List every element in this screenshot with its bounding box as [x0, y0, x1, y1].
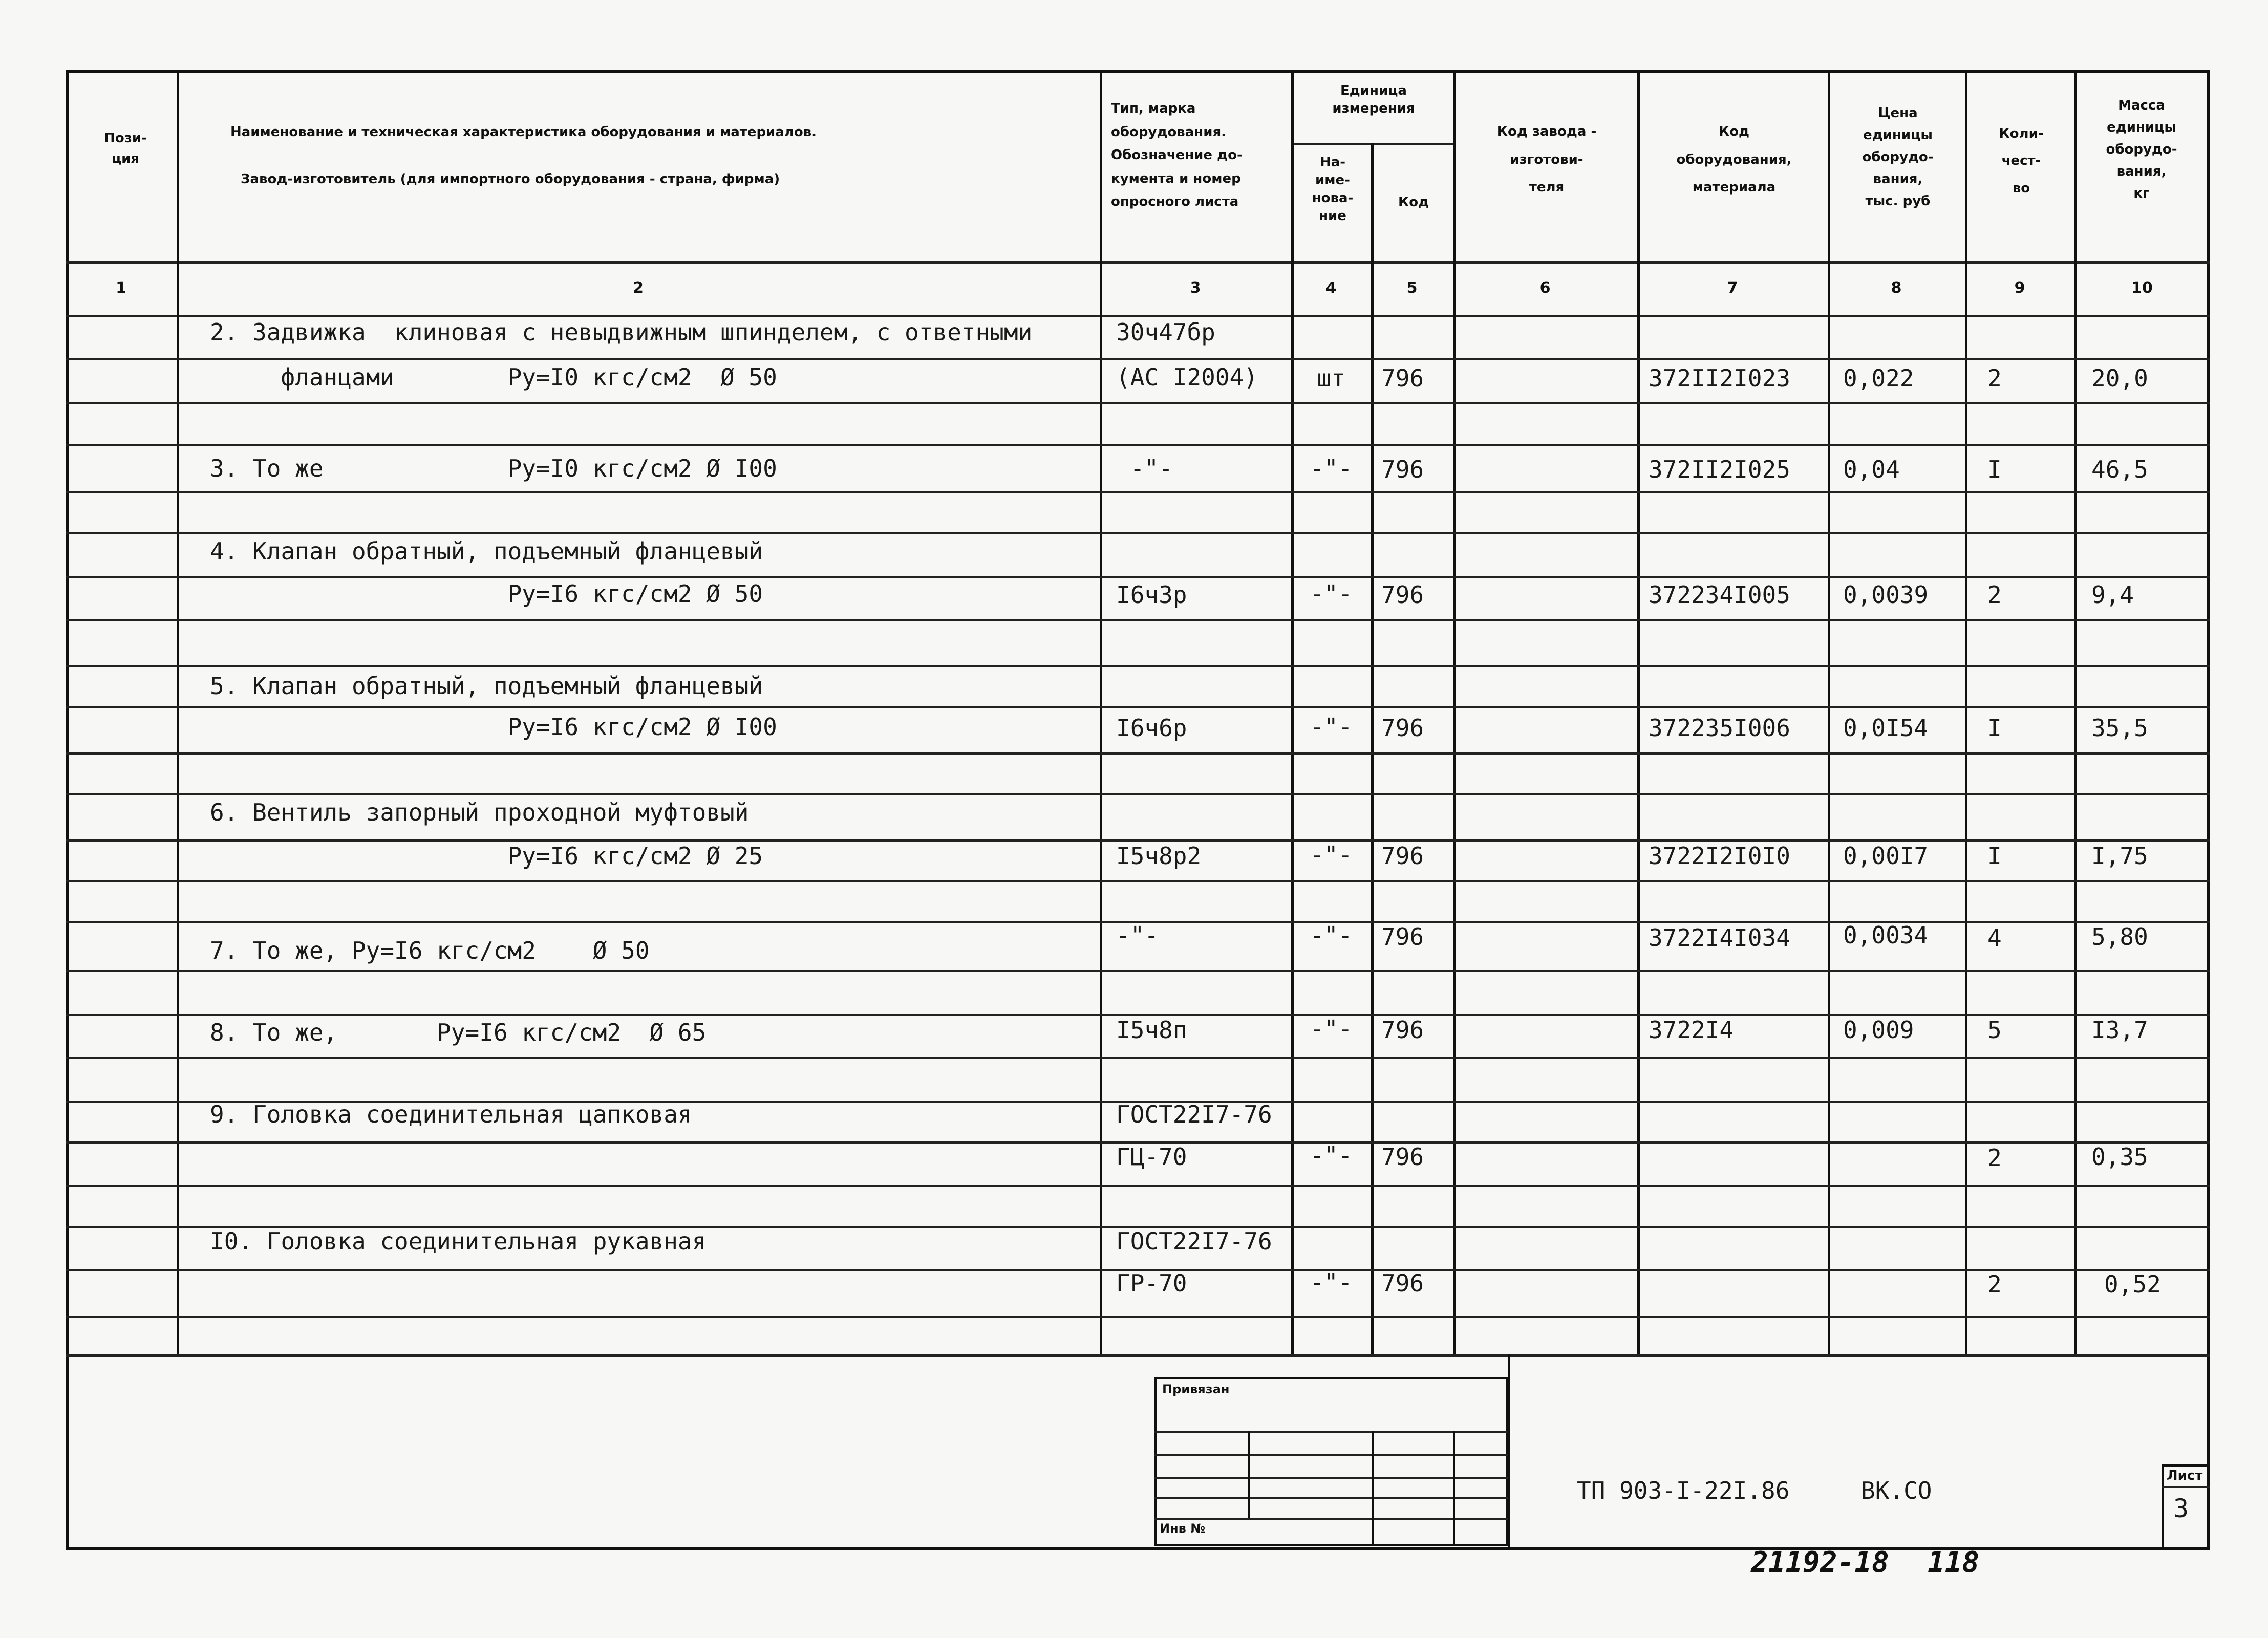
item-price: 0,00I7: [1843, 842, 1929, 870]
item-name: 2. Задвижка клиновая с невыдвижным шпинделем, с ответными: [210, 318, 1033, 346]
item-price: 0,009: [1843, 1016, 1914, 1044]
sheet-box-line: [2162, 1486, 2210, 1488]
item-unit: -"-: [1310, 580, 1353, 608]
stamp-vline: [1248, 1431, 1250, 1518]
header-position: Пози- ция: [104, 131, 147, 167]
document-code: ТП 903-I-22I.86: [1577, 1477, 1790, 1504]
item-name: 9. Головка соединительная цапковая: [210, 1101, 692, 1128]
stamp-inv-number: Инв №: [1160, 1521, 1206, 1536]
item-qty: 2: [1987, 1270, 2002, 1298]
archive-number: 21192-18: [1751, 1546, 1889, 1579]
item-unit: -"-: [1310, 1015, 1353, 1043]
row-line: [66, 1057, 2210, 1059]
item-qty: 2: [1987, 1144, 2002, 1172]
header-name-line1: Наименование и техническая характеристика оборудования и материалов.: [230, 124, 817, 140]
item-type: ГЦ-70: [1116, 1143, 1187, 1171]
item-unit-code: 796: [1381, 714, 1424, 742]
item-price: 0,0039: [1843, 581, 1929, 609]
item-price: 0,022: [1843, 364, 1914, 392]
colnum-4: 4: [1325, 279, 1337, 297]
col-divider-9: [2074, 70, 2077, 1354]
row-line: [66, 839, 2210, 842]
item-name: I0. Головка соединительная рукавная: [210, 1227, 707, 1255]
sheet-label: Лист: [2167, 1468, 2203, 1483]
archive-page: 118: [1928, 1546, 1980, 1579]
item-name: 8. То же, Ру=I6 кгс/см2 Ø 65: [210, 1019, 707, 1046]
item-name: Ру=I6 кгс/см2 Ø 50: [210, 580, 763, 608]
item-type: -"-: [1116, 921, 1159, 949]
item-mass: 0,35: [2091, 1143, 2148, 1171]
item-mass: 46,5: [2091, 456, 2148, 483]
item-mass: 35,5: [2091, 714, 2148, 742]
row-line: [66, 402, 2210, 404]
item-unit: -"-: [1310, 841, 1353, 869]
item-name: 6. Вентиль запорный проходной муфтовый: [210, 799, 749, 826]
item-mass: I3,7: [2091, 1016, 2148, 1044]
colnum-7: 7: [1727, 279, 1738, 297]
colnum-9: 9: [2014, 279, 2025, 297]
row-line: [66, 444, 2210, 446]
col-divider-4: [1371, 143, 1374, 1354]
item-qty: 4: [1987, 924, 2002, 952]
header-equipment-code: Код оборудования, материала: [1676, 124, 1792, 196]
item-mass: 9,4: [2091, 581, 2134, 609]
item-type: I6ч6р: [1116, 714, 1187, 742]
item-unit: -"-: [1310, 921, 1353, 949]
item-unit-code: 796: [1381, 1269, 1424, 1297]
row-line: [66, 970, 2210, 972]
item-name: Ру=I6 кгс/см2 Ø I00: [210, 713, 777, 741]
col-divider-6: [1637, 70, 1640, 1354]
item-type: ГР-70: [1116, 1269, 1187, 1297]
header-unit-group: Единица измерения: [1332, 83, 1415, 117]
item-code: 372II2I023: [1649, 364, 1790, 392]
colnum-10: 10: [2131, 279, 2153, 297]
item-unit-code: 796: [1381, 923, 1424, 951]
item-unit: -"-: [1310, 1141, 1353, 1169]
table-bottom-line: [66, 1354, 2210, 1357]
header-type: Тип, марка оборудования. Обозначение до- кумента и номер опросного листа: [1111, 101, 1243, 209]
header-unit-code: Код: [1398, 195, 1429, 210]
row-line: [66, 532, 2210, 534]
item-type: ГОСТ22I7-76: [1116, 1101, 1272, 1128]
item-unit-code: 796: [1381, 364, 1424, 392]
colnum-2: 2: [633, 279, 644, 297]
item-name: 7. То же, Ру=I6 кгс/см2 Ø 50: [210, 937, 650, 964]
item-code: 372234I005: [1649, 581, 1790, 609]
header-mass: Масса единицы оборудо- вания, кг: [2106, 98, 2177, 201]
item-type: ГОСТ22I7-76: [1116, 1227, 1272, 1255]
item-type: I6ч3р: [1116, 581, 1187, 609]
item-code: 3722I4I034: [1649, 924, 1790, 952]
item-unit-code: 796: [1381, 1016, 1424, 1044]
item-qty: I: [1987, 456, 2002, 483]
item-mass: I,75: [2091, 842, 2148, 870]
title-block-divider: [1508, 1354, 1510, 1550]
item-unit-code: 796: [1381, 1143, 1424, 1171]
row-line: [66, 1014, 2210, 1016]
header-bottom-line: [66, 261, 2210, 264]
item-unit-code: 796: [1381, 456, 1424, 483]
item-code: 372II2I025: [1649, 456, 1790, 483]
item-code: 3722I4: [1649, 1016, 1734, 1044]
item-qty: I: [1987, 842, 2002, 870]
col-divider-1: [177, 70, 179, 1354]
row-line: [66, 706, 2210, 708]
item-mass: 20,0: [2091, 364, 2148, 392]
item-unit-code: 796: [1381, 581, 1424, 609]
row-line: [66, 619, 2210, 621]
sheet-number: 3: [2173, 1494, 2189, 1523]
header-factory-code: Код завода - изготови- теля: [1496, 124, 1597, 196]
item-qty: 5: [1987, 1016, 2002, 1044]
header-price: Цена единицы оборудо- вания, тыс. руб: [1862, 105, 1934, 209]
item-mass: 5,80: [2091, 923, 2148, 951]
item-qty: I: [1987, 714, 2002, 742]
item-type: I5ч8р2: [1116, 842, 1202, 870]
item-type: I5ч8п: [1116, 1016, 1187, 1044]
colnum-5: 5: [1406, 279, 1418, 297]
header-name-line2: Завод-изготовитель (для импортного оборудования - страна, фирма): [241, 171, 780, 187]
stamp-privyazan: Привязан: [1162, 1382, 1230, 1396]
colnum-bottom-line: [66, 315, 2210, 317]
col-divider-7: [1828, 70, 1830, 1354]
item-name: 4. Клапан обратный, подъемный фланцевый: [210, 537, 763, 565]
stamp-vline: [1372, 1431, 1374, 1546]
row-line: [66, 491, 2210, 493]
stamp-vline: [1453, 1431, 1455, 1546]
item-unit: шт: [1317, 364, 1345, 392]
colnum-8: 8: [1891, 279, 1902, 297]
colnum-3: 3: [1190, 279, 1201, 297]
row-line: [66, 576, 2210, 578]
item-type: -"-: [1116, 455, 1173, 482]
item-unit: -"-: [1310, 713, 1353, 741]
row-line: [66, 1185, 2210, 1187]
row-line: [66, 880, 2210, 882]
item-price: 0,04: [1843, 456, 1900, 483]
item-name: фланцами Ру=I0 кгс/см2 Ø 50: [210, 363, 777, 391]
item-name: 5. Клапан обратный, подъемный фланцевый: [210, 672, 763, 700]
header-unit-name: На- име- нова- ние: [1312, 155, 1354, 224]
colnum-6: 6: [1539, 279, 1551, 297]
col-divider-8: [1965, 70, 1967, 1354]
document-section: ВК.СО: [1861, 1477, 1932, 1504]
col-divider-2: [1100, 70, 1102, 1354]
item-type: 30ч47бр: [1116, 318, 1215, 346]
item-price: 0,0034: [1843, 921, 1929, 949]
item-price: 0,0I54: [1843, 714, 1929, 742]
row-line: [66, 752, 2210, 755]
item-mass: 0,52: [2104, 1270, 2161, 1298]
row-line: [66, 358, 2210, 360]
item-name: Ру=I6 кгс/см2 Ø 25: [210, 842, 763, 870]
item-code: 3722I2I0I0: [1649, 842, 1790, 870]
col-divider-5: [1453, 70, 1456, 1354]
item-type: (АС I2004): [1116, 363, 1258, 391]
header-quantity: Коли- чест- во: [1999, 126, 2044, 196]
colnum-1: 1: [116, 279, 126, 297]
item-qty: 2: [1987, 581, 2002, 609]
item-unit: -"-: [1310, 455, 1353, 482]
row-line: [66, 793, 2210, 795]
row-line: [66, 665, 2210, 667]
item-name: 3. То же Ру=I0 кгс/см2 Ø I00: [210, 455, 777, 482]
item-qty: 2: [1987, 364, 2002, 392]
item-unit-code: 796: [1381, 842, 1424, 870]
item-unit: -"-: [1310, 1268, 1353, 1296]
item-code: 372235I006: [1649, 714, 1790, 742]
row-line: [66, 1316, 2210, 1318]
